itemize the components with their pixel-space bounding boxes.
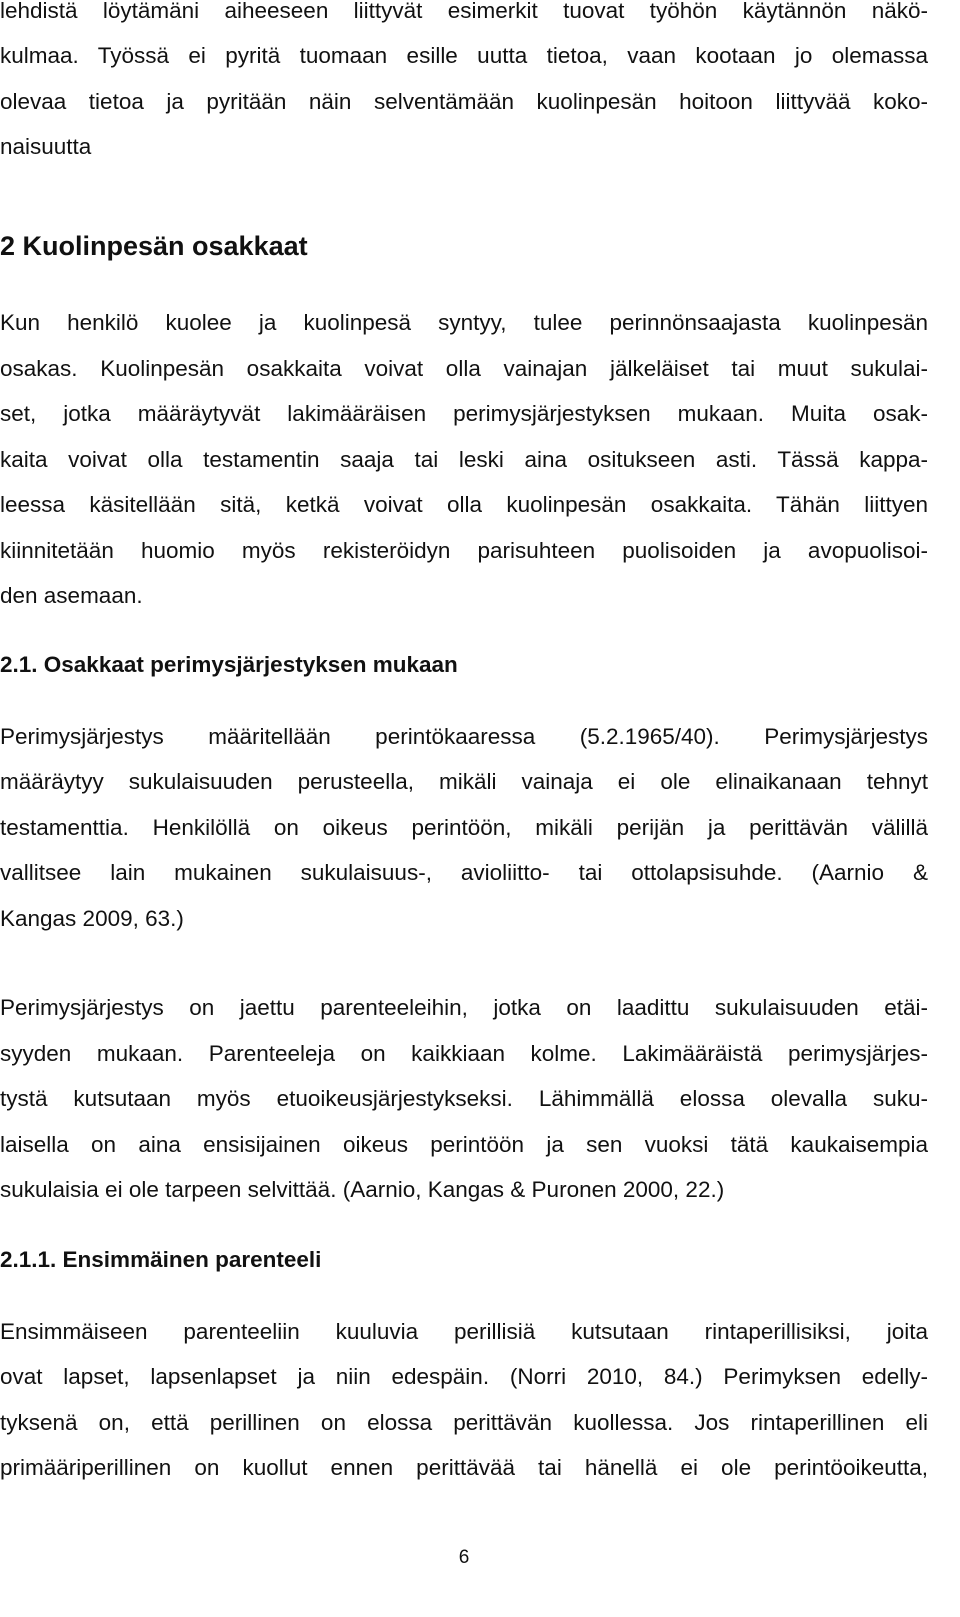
text-line: Ensimmäiseen parenteeliin kuuluvia perillisiä kutsutaan rintaperillisiksi, joita bbox=[0, 1319, 928, 1344]
text-line: laisella on aina ensisijainen oikeus perintöön ja sen vuoksi tätä kaukaisempia bbox=[0, 1132, 928, 1157]
text-line: Kun henkilö kuolee ja kuolinpesä syntyy, tulee perinnönsaajasta kuolinpesän bbox=[0, 310, 928, 335]
subsubsection-heading: 2.1.1. Ensimmäinen parenteeli bbox=[0, 1247, 322, 1272]
section-heading: 2 Kuolinpesän osakkaat bbox=[0, 231, 308, 261]
text-line: tyksenä on, että perillinen on elossa perittävän kuollessa. Jos rintaperillinen eli bbox=[0, 1410, 928, 1435]
text-line: Kangas 2009, 63.) bbox=[0, 906, 184, 931]
text-line: syyden mukaan. Parenteeleja on kaikkiaan kolme. Lakimääräistä perimysjärjes- bbox=[0, 1041, 928, 1066]
text-line: leessa käsitellään sitä, ketkä voivat olla kuolinpesän osakkaita. Tähän liittyen bbox=[0, 492, 928, 517]
text-line: Perimysjärjestys on jaettu parenteeleihin, jotka on laadittu sukulaisuuden etäi- bbox=[0, 995, 928, 1020]
text-line: osakas. Kuolinpesän osakkaita voivat olla vainajan jälkeläiset tai muut sukulai- bbox=[0, 356, 928, 381]
text-line: vallitsee lain mukainen sukulaisuus-, avioliitto- tai ottolapsisuhde. (Aarnio & bbox=[0, 860, 928, 885]
text-line: naisuutta bbox=[0, 134, 92, 159]
text-line: den asemaan. bbox=[0, 583, 143, 608]
text-line: set, jotka määräytyvät lakimääräisen perimysjärjestyksen mukaan. Muita osak- bbox=[0, 401, 928, 426]
text-line: ovat lapset, lapsenlapset ja niin edespäin. (Norri 2010, 84.) Perimyksen edelly- bbox=[0, 1364, 928, 1389]
text-line: kaita voivat olla testamentin saaja tai leski aina ositukseen asti. Tässä kappa- bbox=[0, 447, 928, 472]
text-line: kiinnitetään huomio myös rekisteröidyn parisuhteen puolisoiden ja avopuolisoi- bbox=[0, 538, 928, 563]
text-line: sukulaisia ei ole tarpeen selvittää. (Aarnio, Kangas & Puronen 2000, 22.) bbox=[0, 1177, 725, 1202]
subsection-heading: 2.1. Osakkaat perimysjärjestyksen mukaan bbox=[0, 652, 458, 677]
page-number: 6 bbox=[458, 1547, 470, 1568]
text-line: testamenttia. Henkilöllä on oikeus perintöön, mikäli perijän ja perittävän välillä bbox=[0, 815, 928, 840]
text-line: määräytyy sukulaisuuden perusteella, mikäli vainaja ei ole elinaikanaan tehnyt bbox=[0, 769, 928, 794]
text-line: Perimysjärjestys määritellään perintökaaressa (5.2.1965/40). Perimysjärjestys bbox=[0, 724, 928, 749]
text-line: tystä kutsutaan myös etuoikeusjärjestykseksi. Lähimmällä elossa olevalla suku- bbox=[0, 1086, 928, 1111]
text-line: primääriperillinen on kuollut ennen perittävää tai hänellä ei ole perintöoikeutta, bbox=[0, 1455, 928, 1480]
text-line: olevaa tietoa ja pyritään näin selventämään kuolinpesän hoitoon liittyvää koko- bbox=[0, 89, 928, 114]
text-line: kulmaa. Työssä ei pyritä tuomaan esille uutta tietoa, vaan kootaan jo olemassa bbox=[0, 43, 928, 68]
text-line: lehdistä löytämäni aiheeseen liittyvät esimerkit tuovat työhön käytännön näkö- bbox=[0, 0, 928, 23]
